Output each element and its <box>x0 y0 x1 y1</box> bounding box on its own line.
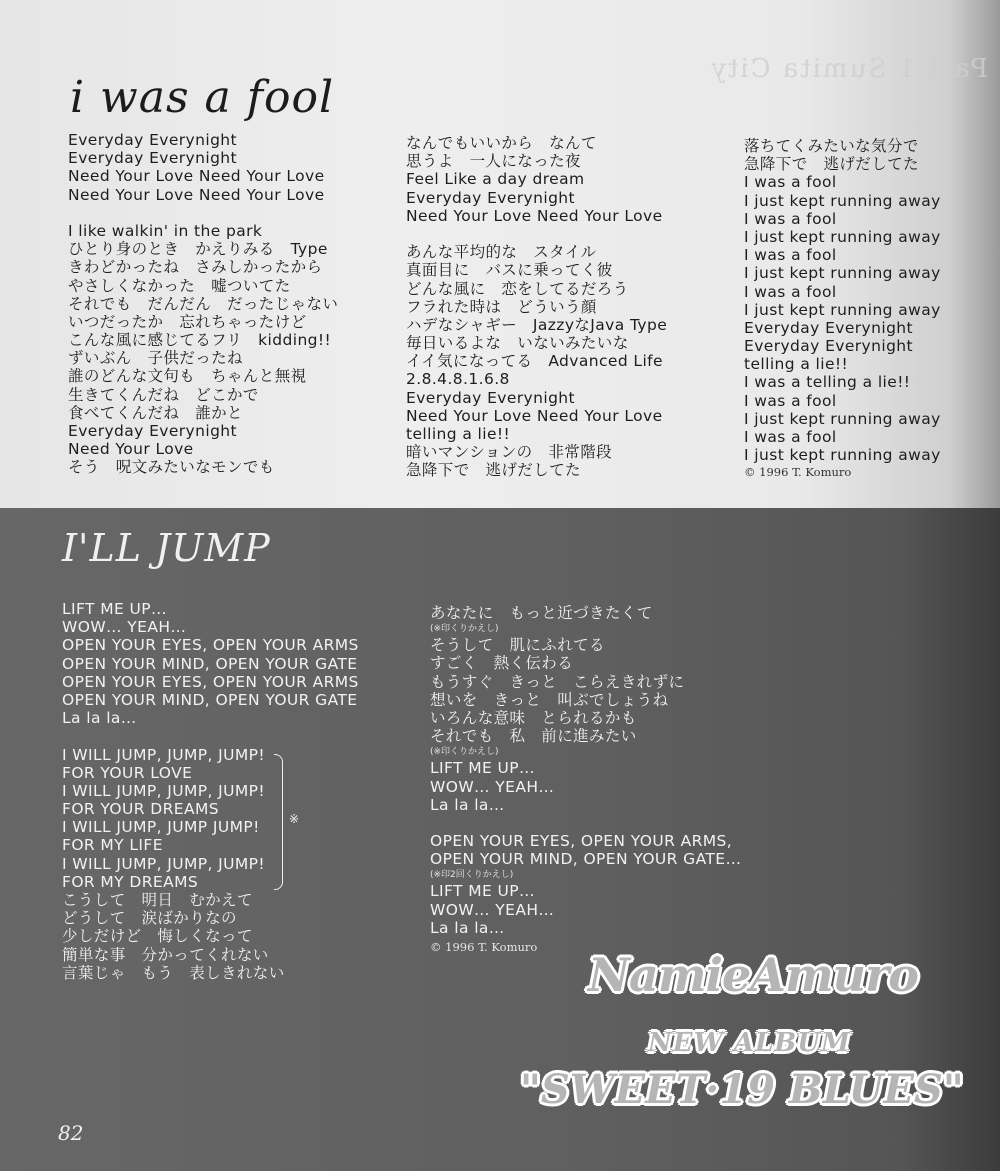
lyric-line: Everyday Everynight <box>406 388 576 407</box>
lyric-line: もうすぐ きっと こらえきれずに <box>430 672 685 691</box>
lyric-line: telling a lie!! <box>406 425 511 443</box>
lyric-line: 暗いマンションの 非常階段 <box>406 443 613 462</box>
lyrics-column-4 <box>62 600 359 982</box>
song-title-i-was-a-fool: i was a fool <box>70 72 335 123</box>
lyric-line: I WILL JUMP, JUMP, JUMP! <box>62 854 266 873</box>
lyric-line: La la la… <box>62 709 137 728</box>
stanza-gap <box>62 727 359 745</box>
lyric-line: Everyday Everynight <box>744 337 914 356</box>
lyric-line: WOW… YEAH… <box>430 900 555 919</box>
lyric-line: I was a telling a lie!! <box>744 373 911 392</box>
stanza-gap <box>68 204 338 222</box>
repeat-note: (※印くりかえし) <box>430 747 499 758</box>
lyric-line: I like walkin' in the park <box>68 221 263 240</box>
lyric-line: OPEN YOUR MIND, OPEN YOUR GATE… <box>430 850 742 869</box>
lyric-line: I was a fool <box>744 282 837 301</box>
lyric-line: なんでもいいから なんて <box>406 134 597 152</box>
lyric-line: I just kept running away <box>744 227 941 246</box>
lyric-line: Everyday Everynight <box>68 422 238 440</box>
lyric-line: Need Your Love <box>68 440 194 459</box>
lyric-line: Need Your Love Need Your Love <box>68 185 325 204</box>
lyric-line: 言葉じゃ もう 表しきれない <box>62 963 285 982</box>
lyric-line: そう 呪文みたいなモンでも <box>68 458 275 477</box>
lyric-line: I WILL JUMP, JUMP, JUMP! <box>62 745 266 764</box>
repeat-note: (※印くりかえし) <box>430 624 499 635</box>
new-album-label: NEW ALBUM <box>648 1028 851 1058</box>
lyric-line: I just kept running away <box>744 300 941 319</box>
lyric-line: 2.8.4.8.1.6.8 <box>406 370 510 389</box>
lyric-line: Everyday Everynight <box>68 131 238 149</box>
album-title: "SWEET·19 BLUES" <box>520 1066 964 1113</box>
lyric-line: La la la… <box>430 918 505 937</box>
lyric-line: FOR MY DREAMS <box>62 872 199 891</box>
stanza-gap <box>430 814 741 832</box>
repeat-mark: ※ <box>289 812 300 826</box>
lyric-line: いろんな意味 とられるかも <box>430 708 637 727</box>
lyric-line: 生きてくんだね どこかで <box>68 385 259 404</box>
lyrics-column-5 <box>430 604 741 955</box>
lyric-line: 毎日いるよな いないみたいな <box>406 334 629 353</box>
lyric-line: イイ気になってる Advanced Life <box>406 352 663 371</box>
lyric-line: Need Your Love Need Your Love <box>406 406 663 425</box>
lyric-line: それでも 私 前に進みたい <box>430 727 637 746</box>
lyric-line: LIFT ME UP… <box>430 759 535 778</box>
lyric-line: Need Your Love Need Your Love <box>68 167 325 186</box>
lyric-line: I just kept running away <box>744 191 941 210</box>
lyric-line: それでも だんだん だったじゃない <box>68 294 339 313</box>
lyric-line: I just kept running away <box>744 264 941 283</box>
show-through-text: Part 1 Sumita City <box>709 54 988 84</box>
lyric-line: Everyday Everynight <box>406 188 576 207</box>
lyric-line: Feel Like a day dream <box>406 170 585 189</box>
lyric-line: いつだったか 忘れちゃったけど <box>68 312 307 331</box>
lyric-line: telling a lie!! <box>744 355 849 374</box>
lyric-line: I WILL JUMP, JUMP JUMP! <box>62 818 260 837</box>
copyright-song2: © 1996 T. Komuro <box>430 940 538 954</box>
lyric-line: 少しだけど 悔しくなって <box>62 927 253 946</box>
lyric-line: 落ちてくみたいな気分で <box>744 137 919 155</box>
lyric-line: I just kept running away <box>744 409 941 428</box>
lyric-line: 真面目に バスに乗ってく彼 <box>406 261 613 280</box>
lyric-line: Everyday Everynight <box>68 149 238 168</box>
lyric-line: Everyday Everynight <box>744 318 914 337</box>
lyrics-column-2 <box>406 134 667 480</box>
lyric-line: I WILL JUMP, JUMP, JUMP! <box>62 781 266 800</box>
repeat-note: (※印2回くりかえし) <box>430 870 514 881</box>
lyric-line: I was a fool <box>744 391 837 410</box>
lyric-line: すごく 熱く伝わる <box>430 654 574 673</box>
lyric-line: FOR YOUR LOVE <box>62 763 193 782</box>
lyric-line: フラれた時は どういう顔 <box>406 297 597 316</box>
lyrics-column-1 <box>68 131 338 477</box>
lyric-line: WOW… YEAH… <box>62 618 187 637</box>
lyric-line: やさしくなかった 嘘ついてた <box>68 276 291 295</box>
stanza-gap <box>406 225 667 243</box>
lyric-line: Need Your Love Need Your Love <box>406 206 663 225</box>
lyric-line: そうして 肌にふれてる <box>430 636 605 655</box>
lyric-line: I just kept running away <box>744 446 941 465</box>
lyric-line: WOW… YEAH… <box>430 777 555 796</box>
lyric-line: どんな風に 恋をしてるだろう <box>406 279 629 298</box>
lyric-line: ひとり身のとき かえりみる Type <box>68 240 328 259</box>
lyric-line: あなたに もっと近づきたくて <box>430 604 653 622</box>
lyric-line: こんな風に感じてるフリ kidding!! <box>68 331 332 350</box>
lyric-line: LIFT ME UP… <box>62 600 167 618</box>
lyric-line: LIFT ME UP… <box>430 882 535 901</box>
lyric-line: ハデなシャギー JazzyなJava Type <box>406 315 668 334</box>
lyric-line: I was a fool <box>744 428 837 446</box>
page-number: 82 <box>58 1121 84 1145</box>
album-logo <box>520 940 980 1140</box>
lyric-line: こうして 明日 むかえて <box>62 891 253 909</box>
lyric-line: OPEN YOUR MIND, OPEN YOUR GATE <box>62 690 358 709</box>
lyric-line: あんな平均的な スタイル <box>406 243 597 262</box>
lyric-line: 誰のどんな文句も ちゃんと無視 <box>68 367 307 386</box>
lyric-line: ずいぶん 子供だったね <box>68 349 243 368</box>
lyric-line: きわどかったね さみしかったから <box>68 258 323 277</box>
lyric-line: OPEN YOUR EYES, OPEN YOUR ARMS <box>62 636 359 655</box>
lyric-line: OPEN YOUR EYES, OPEN YOUR ARMS, <box>430 832 733 851</box>
lyric-line: 急降下で 逃げだしてた <box>744 155 919 174</box>
lyrics-column-3 <box>744 137 941 480</box>
lyric-line: 思うよ 一人になった夜 <box>406 152 581 171</box>
lyric-line: I was a fool <box>744 173 837 192</box>
lyric-line: 急降下で 逃げだしてた <box>406 461 581 480</box>
copyright-song1: © 1996 T. Komuro <box>744 465 852 480</box>
lyric-line: 簡単な事 分かってくれない <box>62 945 269 964</box>
lyric-line: 想いを きっと 叫ぶでしょうね <box>430 690 669 709</box>
lyric-line: I was a fool <box>744 246 837 265</box>
lyric-line: I was a fool <box>744 209 837 228</box>
lyric-line: FOR MY LIFE <box>62 836 163 855</box>
repeat-bracket <box>274 754 283 890</box>
song-title-ill-jump: I'LL JUMP <box>62 526 271 570</box>
lyric-line: OPEN YOUR EYES, OPEN YOUR ARMS <box>62 672 359 691</box>
lyric-line: 食べてくんだね 誰かと <box>68 403 243 422</box>
lyric-line: どうして 涙ばかりなの <box>62 909 237 928</box>
artist-name: NamieAmuro <box>588 948 918 1002</box>
lyric-line: OPEN YOUR MIND, OPEN YOUR GATE <box>62 654 358 673</box>
lyric-line: La la la… <box>430 795 505 814</box>
lyric-line: FOR YOUR DREAMS <box>62 800 219 819</box>
